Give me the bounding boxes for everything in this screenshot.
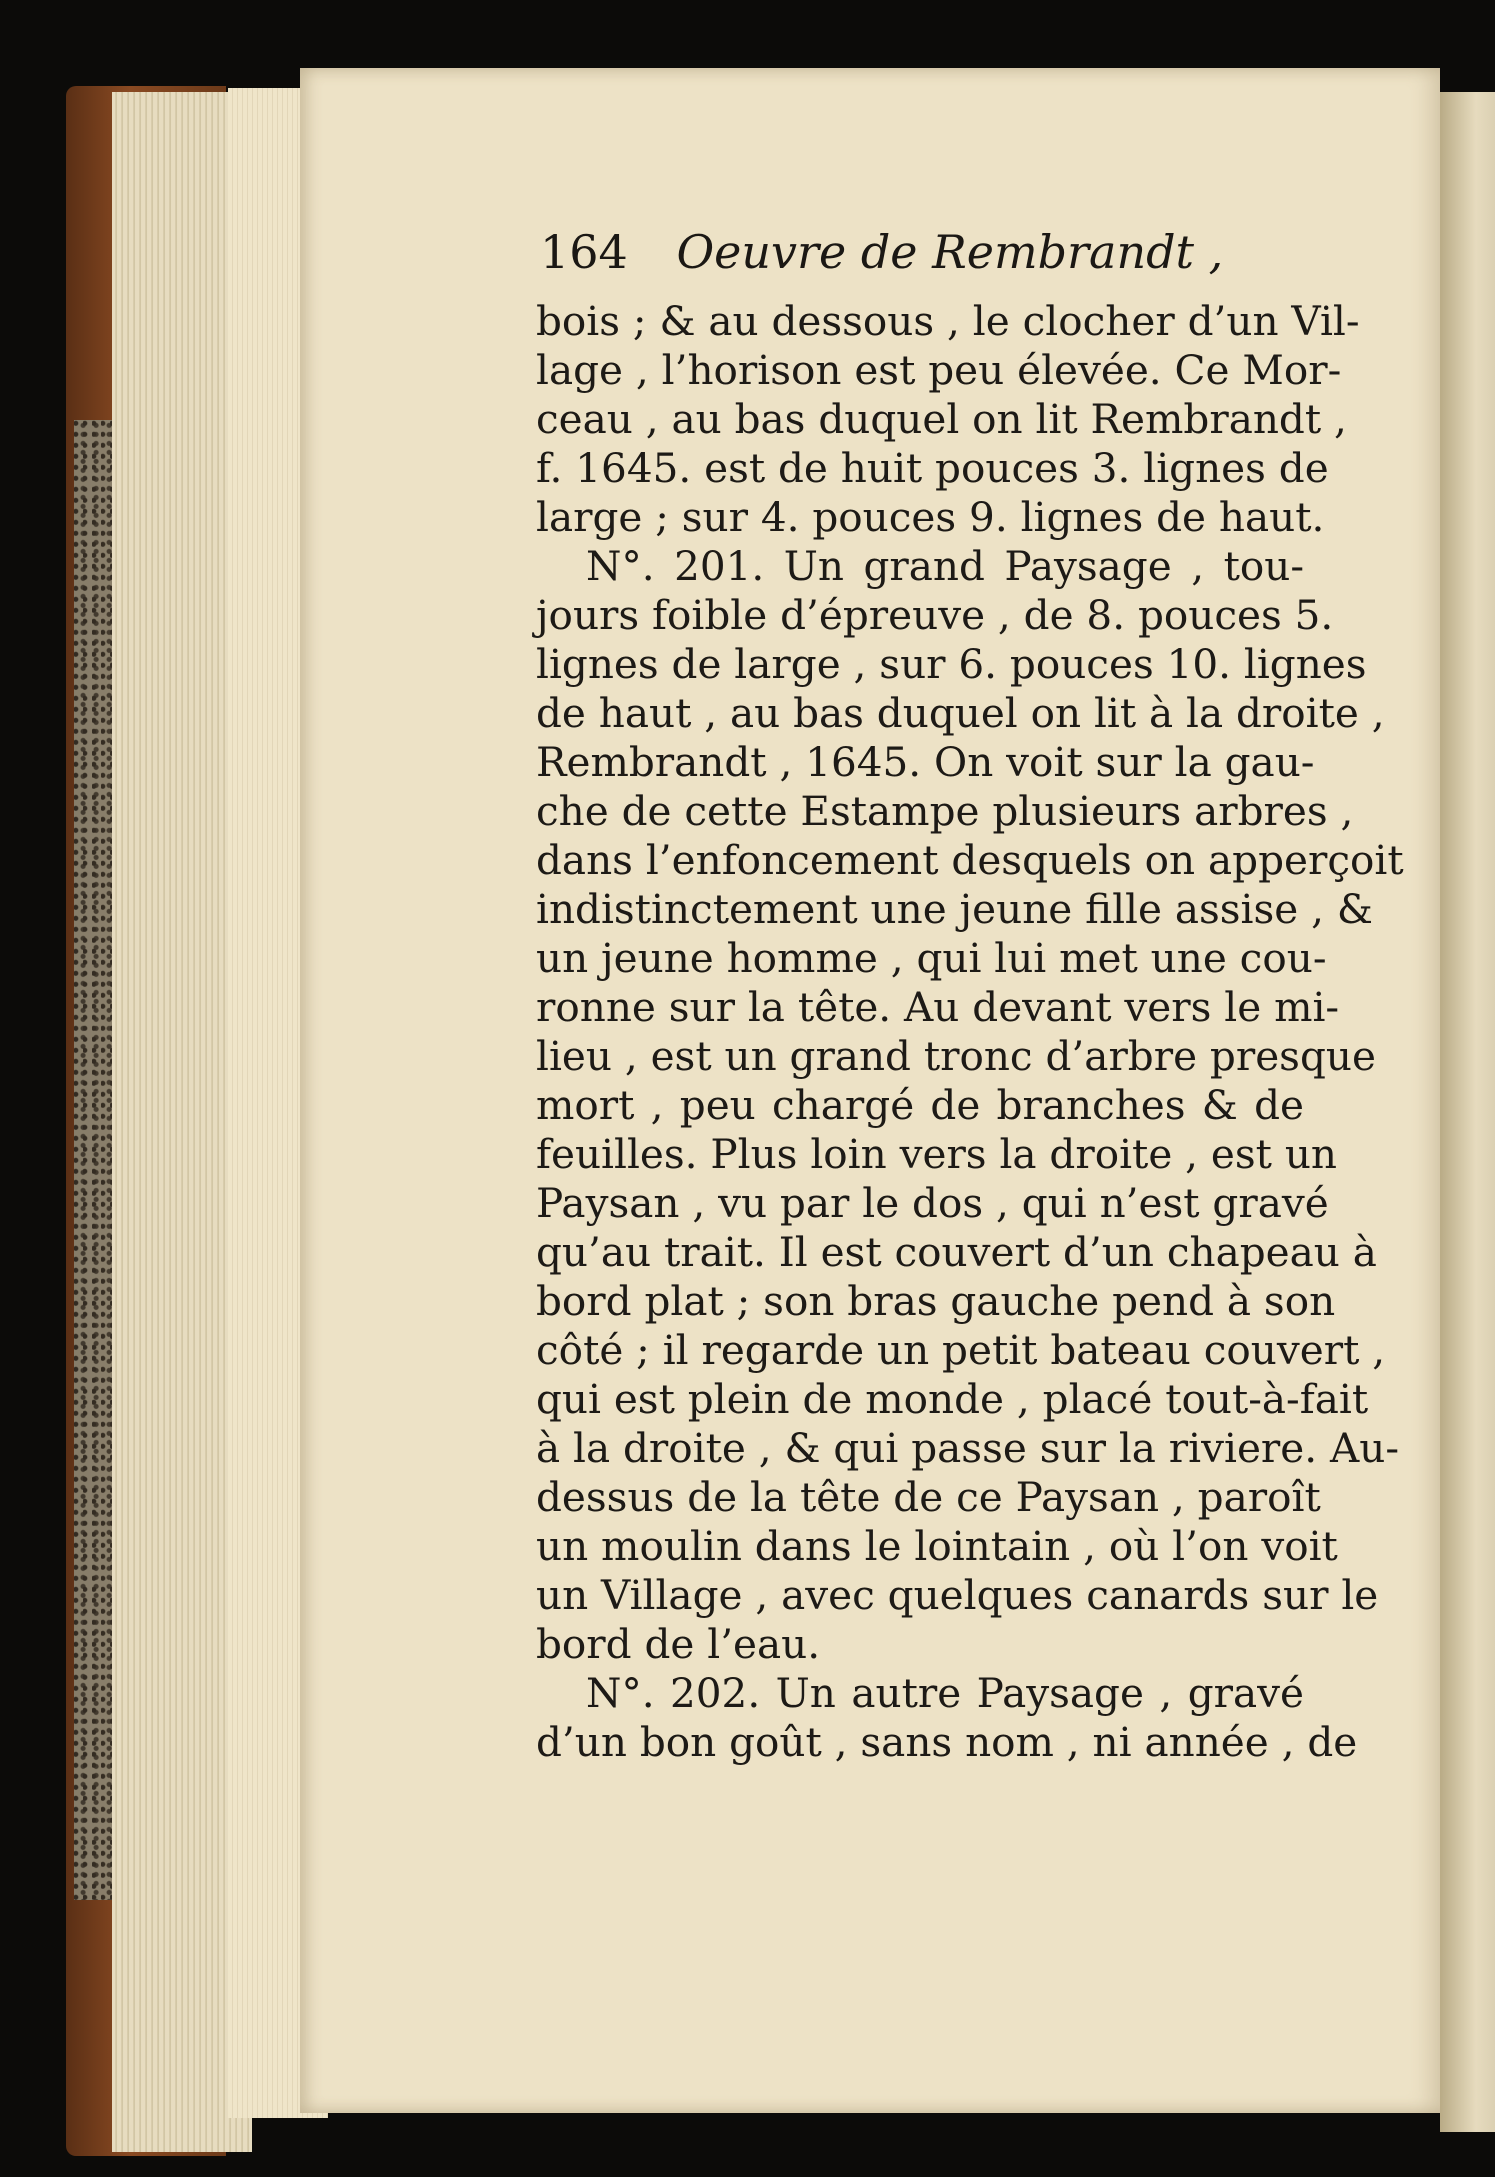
text-line: bord plat ; son bras gauche pend à son (536, 1277, 1336, 1325)
text-line: ceau , au bas duquel on lit Rembrandt , (536, 395, 1347, 443)
text-line: qui est plein de monde , placé tout-à-fait (536, 1375, 1369, 1423)
text-line: indistinctement une jeune fille assise , & (536, 885, 1373, 933)
body-text (536, 297, 1404, 1767)
running-title: Oeuvre de Rembrandt , (676, 225, 1224, 279)
text-line: dans l’enfoncement desquels on apperçoit (536, 836, 1404, 884)
text-line: à la droite , & qui passe sur la riviere. Au- (536, 1424, 1399, 1472)
text-line: feuilles. Plus loin vers la droite , est un (536, 1130, 1337, 1178)
text-line: Rembrandt , 1645. On voit sur la gau- (536, 738, 1315, 786)
text-line: côté ; il regarde un petit bateau couvert , (536, 1326, 1386, 1374)
text-line: N°. 201. Un grand Paysage , tou- (586, 542, 1304, 590)
text-line: lage , l’horison est peu élevée. Ce Mor- (536, 346, 1342, 394)
text-line: Paysan , vu par le dos , qui n’est gravé (536, 1179, 1329, 1227)
text-line: che de cette Estampe plusieurs arbres , (536, 787, 1354, 835)
text-line: lieu , est un grand tronc d’arbre presque (536, 1032, 1376, 1080)
text-line: ronne sur la tête. Au devant vers le mi- (536, 983, 1340, 1031)
running-header (540, 225, 1360, 285)
text-line: mort , peu chargé de branches & de (536, 1081, 1304, 1129)
text-line: lignes de large , sur 6. pouces 10. lignes (536, 640, 1367, 688)
text-line: f. 1645. est de huit pouces 3. lignes de (536, 444, 1329, 492)
facing-page-edge (1440, 92, 1495, 2132)
page-number: 164 (540, 225, 628, 279)
text-line: dessus de la tête de ce Paysan , paroît (536, 1473, 1321, 1521)
text-line: bois ; & au dessous , le clocher d’un Vil- (536, 297, 1360, 345)
text-line: bord de l’eau. (536, 1620, 821, 1668)
text-line: un moulin dans le lointain , où l’on voit (536, 1522, 1338, 1570)
text-line: qu’au trait. Il est couvert d’un chapeau à (536, 1228, 1377, 1276)
text-line: N°. 202. Un autre Paysage , gravé (586, 1669, 1304, 1717)
text-line: un jeune homme , qui lui met une cou- (536, 934, 1327, 982)
text-line: d’un bon goût , sans nom , ni année , de (536, 1718, 1358, 1766)
text-line: de haut , au bas duquel on lit à la droite , (536, 689, 1385, 737)
text-line: jours foible d’épreuve , de 8. pouces 5. (536, 591, 1334, 639)
text-line: un Village , avec quelques canards sur le (536, 1571, 1379, 1619)
text-line: large ; sur 4. pouces 9. lignes de haut. (536, 493, 1325, 541)
